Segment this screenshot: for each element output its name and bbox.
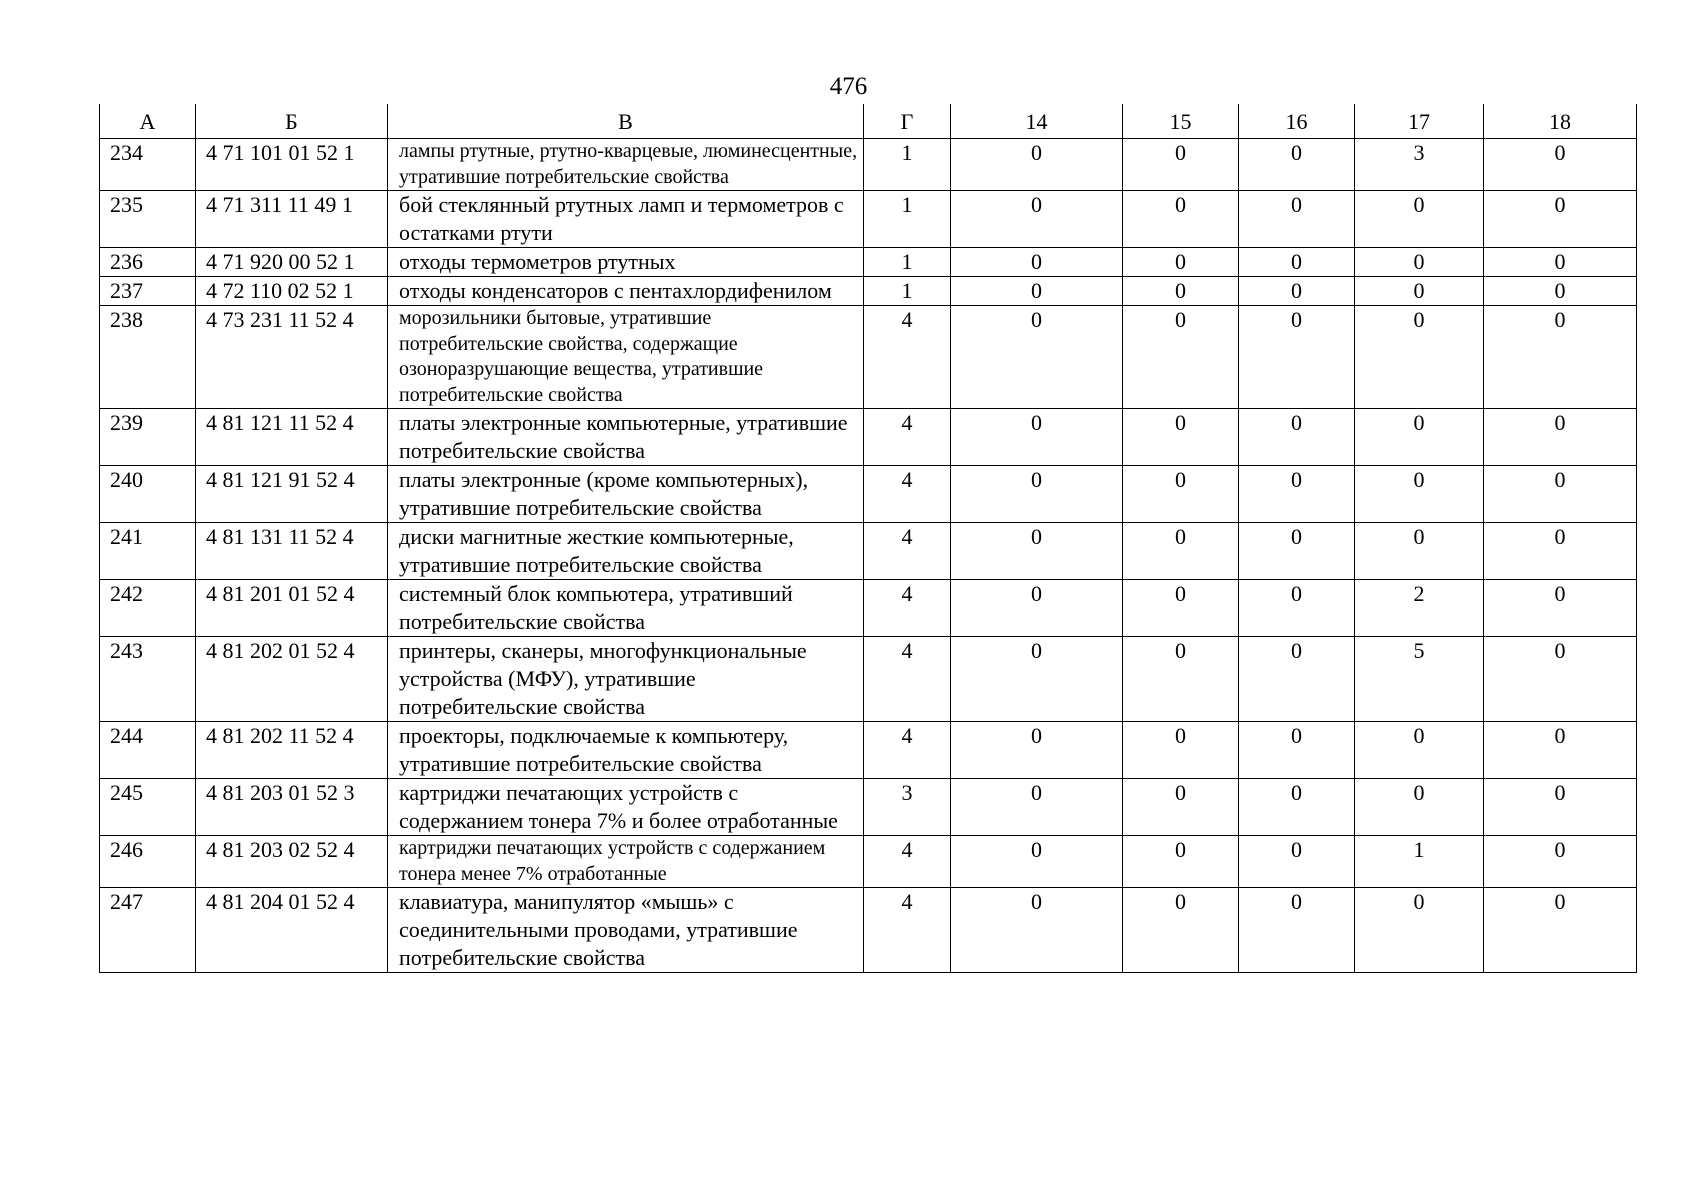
column-15-value: 0 [1123, 888, 1239, 973]
waste-name: отходы конденсаторов с пентахлордифенилом [388, 277, 864, 306]
waste-name: системный блок компьютера, утративший потребительские свойства [388, 580, 864, 637]
column-header: А [100, 104, 196, 139]
hazard-class: 4 [864, 836, 951, 888]
column-17-value: 0 [1355, 722, 1484, 779]
waste-name: картриджи печатающих устройств с содержанием тонера 7% и более отработанные [388, 779, 864, 836]
table-row [100, 191, 1637, 248]
waste-code: 4 73 231 11 52 4 [196, 306, 388, 409]
column-15-value: 0 [1123, 139, 1239, 191]
hazard-class: 1 [864, 248, 951, 277]
table-body [100, 139, 1637, 973]
hazard-class: 4 [864, 466, 951, 523]
column-14-value: 0 [951, 191, 1123, 248]
column-14-value: 0 [951, 248, 1123, 277]
waste-name: картриджи печатающих устройств с содержанием тонера менее 7% отработанные [388, 836, 864, 888]
column-16-value: 0 [1239, 888, 1355, 973]
waste-name: бой стеклянный ртутных ламп и термометров с остатками ртути [388, 191, 864, 248]
hazard-class: 1 [864, 191, 951, 248]
column-16-value: 0 [1239, 306, 1355, 409]
column-16-value: 0 [1239, 580, 1355, 637]
column-17-value: 0 [1355, 466, 1484, 523]
waste-name: клавиатура, манипулятор «мышь» с соединительными проводами, утратившие потребительские свойства [388, 888, 864, 973]
column-16-value: 0 [1239, 637, 1355, 722]
column-18-value: 0 [1484, 277, 1637, 306]
column-16-value: 0 [1239, 523, 1355, 580]
column-16-value: 0 [1239, 277, 1355, 306]
waste-code: 4 71 920 00 52 1 [196, 248, 388, 277]
table-row [100, 722, 1637, 779]
waste-code: 4 72 110 02 52 1 [196, 277, 388, 306]
hazard-class: 1 [864, 139, 951, 191]
column-18-value: 0 [1484, 637, 1637, 722]
column-17-value: 0 [1355, 523, 1484, 580]
column-15-value: 0 [1123, 836, 1239, 888]
column-16-value: 0 [1239, 836, 1355, 888]
table-row [100, 248, 1637, 277]
waste-table [99, 104, 1637, 973]
column-17-value: 2 [1355, 580, 1484, 637]
column-16-value: 0 [1239, 409, 1355, 466]
column-15-value: 0 [1123, 248, 1239, 277]
column-18-value: 0 [1484, 722, 1637, 779]
column-17-value: 0 [1355, 779, 1484, 836]
column-17-value: 1 [1355, 836, 1484, 888]
column-16-value: 0 [1239, 466, 1355, 523]
table-row [100, 277, 1637, 306]
column-header: Б [196, 104, 388, 139]
column-14-value: 0 [951, 637, 1123, 722]
column-18-value: 0 [1484, 523, 1637, 580]
column-17-value: 5 [1355, 637, 1484, 722]
column-15-value: 0 [1123, 580, 1239, 637]
waste-name: проекторы, подключаемые к компьютеру, утратившие потребительские свойства [388, 722, 864, 779]
column-14-value: 0 [951, 580, 1123, 637]
row-number: 246 [100, 836, 196, 888]
column-16-value: 0 [1239, 191, 1355, 248]
column-18-value: 0 [1484, 306, 1637, 409]
row-number: 239 [100, 409, 196, 466]
column-14-value: 0 [951, 836, 1123, 888]
waste-code: 4 71 101 01 52 1 [196, 139, 388, 191]
hazard-class: 4 [864, 637, 951, 722]
column-15-value: 0 [1123, 523, 1239, 580]
column-header: В [388, 104, 864, 139]
column-14-value: 0 [951, 722, 1123, 779]
column-15-value: 0 [1123, 191, 1239, 248]
header-row [100, 104, 1637, 139]
table-row [100, 888, 1637, 973]
column-18-value: 0 [1484, 139, 1637, 191]
column-17-value: 3 [1355, 139, 1484, 191]
row-number: 244 [100, 722, 196, 779]
row-number: 234 [100, 139, 196, 191]
hazard-class: 3 [864, 779, 951, 836]
column-14-value: 0 [951, 523, 1123, 580]
column-18-value: 0 [1484, 836, 1637, 888]
waste-code: 4 81 203 02 52 4 [196, 836, 388, 888]
hazard-class: 4 [864, 306, 951, 409]
column-16-value: 0 [1239, 139, 1355, 191]
hazard-class: 4 [864, 888, 951, 973]
column-16-value: 0 [1239, 779, 1355, 836]
row-number: 242 [100, 580, 196, 637]
column-14-value: 0 [951, 409, 1123, 466]
hazard-class: 4 [864, 409, 951, 466]
row-number: 236 [100, 248, 196, 277]
row-number: 237 [100, 277, 196, 306]
column-17-value: 0 [1355, 248, 1484, 277]
column-14-value: 0 [951, 466, 1123, 523]
column-14-value: 0 [951, 139, 1123, 191]
table-row [100, 637, 1637, 722]
column-15-value: 0 [1123, 779, 1239, 836]
column-14-value: 0 [951, 306, 1123, 409]
column-15-value: 0 [1123, 409, 1239, 466]
waste-code: 4 71 311 11 49 1 [196, 191, 388, 248]
table-row [100, 306, 1637, 409]
table-row [100, 139, 1637, 191]
waste-name: отходы термометров ртутных [388, 248, 864, 277]
column-14-value: 0 [951, 888, 1123, 973]
column-16-value: 0 [1239, 248, 1355, 277]
waste-code: 4 81 203 01 52 3 [196, 779, 388, 836]
waste-name: морозильники бытовые, утратившие потребительские свойства, содержащие озоноразрушающие вещества, утратившие потребительские свойства [388, 306, 864, 409]
table-row [100, 836, 1637, 888]
column-15-value: 0 [1123, 637, 1239, 722]
column-15-value: 0 [1123, 466, 1239, 523]
column-17-value: 0 [1355, 277, 1484, 306]
waste-name: принтеры, сканеры, многофункциональные устройства (МФУ), утратившие потребительские свойства [388, 637, 864, 722]
column-14-value: 0 [951, 277, 1123, 306]
table-row [100, 409, 1637, 466]
page-number: 476 [829, 73, 868, 100]
column-14-value: 0 [951, 779, 1123, 836]
waste-code: 4 81 202 11 52 4 [196, 722, 388, 779]
column-18-value: 0 [1484, 191, 1637, 248]
waste-name: платы электронные (кроме компьютерных), утратившие потребительские свойства [388, 466, 864, 523]
column-18-value: 0 [1484, 580, 1637, 637]
column-15-value: 0 [1123, 277, 1239, 306]
column-header: 18 [1484, 104, 1637, 139]
column-18-value: 0 [1484, 779, 1637, 836]
table-row [100, 466, 1637, 523]
waste-name: платы электронные компьютерные, утратившие потребительские свойства [388, 409, 864, 466]
table-row [100, 779, 1637, 836]
hazard-class: 4 [864, 580, 951, 637]
row-number: 238 [100, 306, 196, 409]
column-17-value: 0 [1355, 306, 1484, 409]
column-15-value: 0 [1123, 722, 1239, 779]
column-header: 16 [1239, 104, 1355, 139]
column-header: Г [864, 104, 951, 139]
row-number: 235 [100, 191, 196, 248]
waste-code: 4 81 121 11 52 4 [196, 409, 388, 466]
hazard-class: 1 [864, 277, 951, 306]
waste-code: 4 81 121 91 52 4 [196, 466, 388, 523]
waste-code: 4 81 131 11 52 4 [196, 523, 388, 580]
waste-code: 4 81 202 01 52 4 [196, 637, 388, 722]
table-row [100, 580, 1637, 637]
row-number: 247 [100, 888, 196, 973]
hazard-class: 4 [864, 523, 951, 580]
row-number: 243 [100, 637, 196, 722]
waste-code: 4 81 201 01 52 4 [196, 580, 388, 637]
column-18-value: 0 [1484, 248, 1637, 277]
column-header: 14 [951, 104, 1123, 139]
column-18-value: 0 [1484, 888, 1637, 973]
row-number: 241 [100, 523, 196, 580]
column-header: 17 [1355, 104, 1484, 139]
row-number: 240 [100, 466, 196, 523]
column-16-value: 0 [1239, 722, 1355, 779]
column-17-value: 0 [1355, 409, 1484, 466]
column-header: 15 [1123, 104, 1239, 139]
column-17-value: 0 [1355, 191, 1484, 248]
hazard-class: 4 [864, 722, 951, 779]
row-number: 245 [100, 779, 196, 836]
column-17-value: 0 [1355, 888, 1484, 973]
table-row [100, 523, 1637, 580]
column-15-value: 0 [1123, 306, 1239, 409]
column-18-value: 0 [1484, 466, 1637, 523]
waste-code: 4 81 204 01 52 4 [196, 888, 388, 973]
waste-name: лампы ртутные, ртутно-кварцевые, люминесцентные, утратившие потребительские свойства [388, 139, 864, 191]
waste-name: диски магнитные жесткие компьютерные, утратившие потребительские свойства [388, 523, 864, 580]
column-18-value: 0 [1484, 409, 1637, 466]
